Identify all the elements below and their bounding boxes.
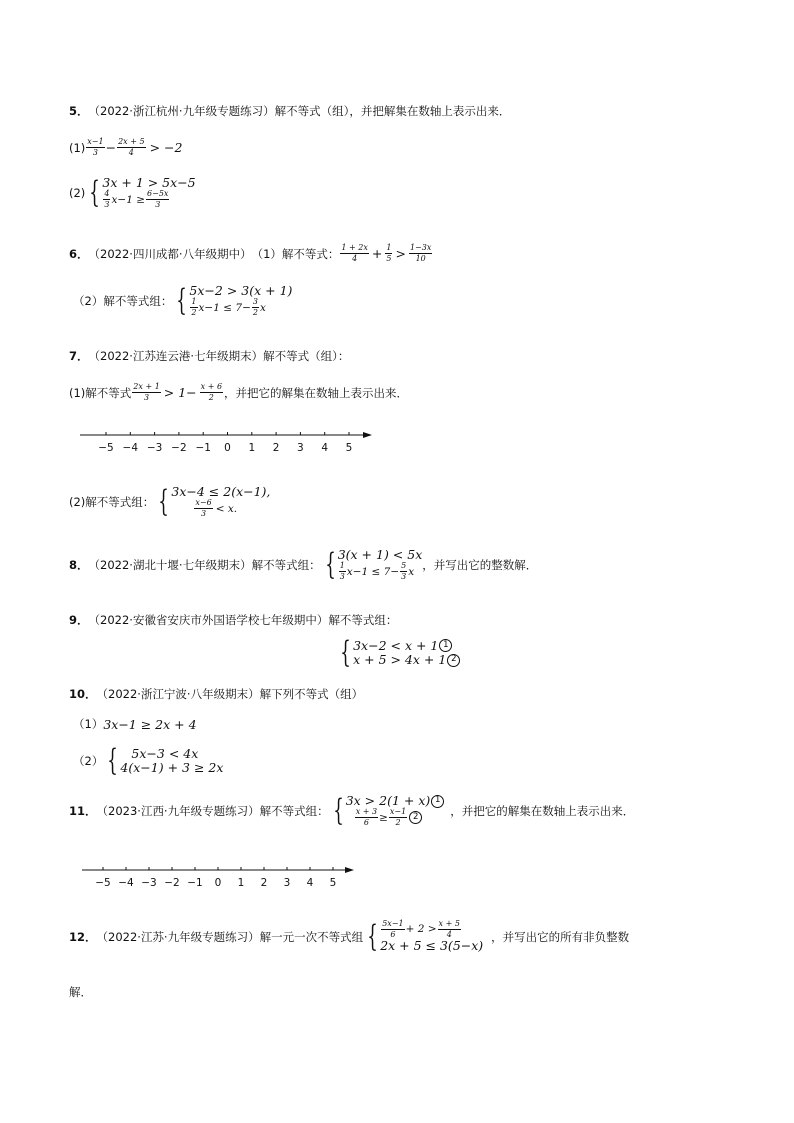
- tick-label: 0: [224, 442, 231, 454]
- inequality: 3x−1 ≥ 2x + 4: [103, 716, 197, 732]
- system-row-2: [338, 562, 423, 581]
- system-row-2: [102, 190, 195, 209]
- q5-part2: [69, 176, 196, 209]
- tick-label: 4: [321, 442, 329, 454]
- inequality: [85, 138, 182, 157]
- question-number: 8．: [69, 557, 89, 572]
- denominator: 5: [386, 254, 392, 263]
- numerator: x + 5: [438, 919, 460, 928]
- expr: x−1 ≥: [111, 193, 146, 206]
- numerator: 2x + 1: [133, 382, 160, 391]
- expr: 3x−2 < x + 1: [353, 637, 439, 653]
- numerator: x + 6: [200, 382, 223, 391]
- denominator: 3: [339, 572, 345, 582]
- inequality: [131, 383, 224, 402]
- tick-label: −3: [141, 877, 157, 889]
- numerator: 5x−1: [382, 919, 404, 928]
- denominator: 4: [352, 254, 358, 263]
- part-label: （1）: [73, 717, 104, 731]
- question-text: 解不等式（组），并把解集在数轴上表示出来．: [274, 104, 511, 118]
- q8-stem: [69, 548, 537, 581]
- system-row-2: [346, 808, 445, 827]
- q10-part1: [73, 716, 197, 732]
- brace: {: [158, 483, 170, 519]
- q6-stem: [69, 244, 433, 263]
- fraction: [117, 138, 145, 157]
- q10-stem: [69, 686, 363, 702]
- system-row-2: 4(x−1) + 3 ≥ 2x: [120, 760, 224, 775]
- inequality-system: [85, 176, 195, 209]
- question-text: (2)解不等式组：: [69, 494, 155, 509]
- number-line: [80, 861, 370, 891]
- numerator: 6−5x: [147, 189, 169, 199]
- tick-label: 1: [248, 442, 256, 454]
- expr: x−1 ≤ 7−: [198, 301, 251, 314]
- denominator: 6: [390, 930, 396, 939]
- system-row-2: [171, 499, 270, 518]
- numerator: 1: [386, 243, 392, 252]
- part-label: （2）: [73, 754, 104, 768]
- denominator: 3: [201, 509, 207, 519]
- tick-label: 3: [297, 442, 304, 454]
- tick-label: 5: [345, 442, 353, 454]
- system-row-1: [380, 920, 483, 939]
- expr: x: [259, 301, 266, 314]
- brace: {: [332, 792, 344, 828]
- system-row-2: 2x + 5 ≤ 3(5−x): [380, 938, 484, 953]
- question-number: 6．: [69, 246, 89, 261]
- part-label: (2): [69, 185, 86, 200]
- expr: x−1 ≤ 7−: [346, 565, 400, 578]
- operator: >: [395, 246, 406, 261]
- system-row-1: 5x−3 < 4x: [131, 745, 199, 761]
- system-row-1: 3x + 1 > 5x−5: [102, 175, 196, 190]
- denominator: 4: [446, 930, 452, 939]
- tick-label: −2: [171, 442, 187, 454]
- question-text: 解不等式组：: [328, 613, 398, 627]
- q7-part1: [69, 383, 408, 402]
- expr: x: [408, 565, 415, 578]
- operator: +: [371, 246, 383, 261]
- question-source: （2022·浙江宁波·八年级期末）: [96, 687, 260, 701]
- system-row-1: 3(x + 1) < 5x: [337, 547, 423, 562]
- question-number: 11．: [69, 803, 97, 818]
- numerator: x−1: [87, 137, 104, 146]
- inequality-system: [321, 548, 423, 581]
- inequality-system: [363, 920, 483, 953]
- numerator: 1−3x: [409, 243, 432, 252]
- denominator: 3: [92, 148, 98, 157]
- question-text: ，并写出它的整数解．: [422, 557, 538, 572]
- inequality-system: [336, 635, 460, 670]
- q12-stem: [69, 920, 629, 953]
- question-text: ，并写出它的所有非负整数: [491, 929, 630, 944]
- question-source: （2022·江苏连云港·七年级期末）: [88, 349, 264, 363]
- question-text: 解．: [69, 985, 92, 999]
- brace: {: [367, 918, 378, 954]
- question-text: ，并把它的解集在数轴上表示出来．: [224, 385, 409, 400]
- tick-label: 0: [214, 877, 222, 889]
- q7-stem: [69, 348, 349, 364]
- q12-tail: [69, 984, 92, 1000]
- question-text: (1)解不等式: [69, 385, 132, 400]
- denominator: 3: [143, 393, 150, 402]
- q5-part1: [69, 138, 182, 157]
- circled-number: 1: [431, 795, 444, 808]
- question-number: 7．: [69, 349, 89, 363]
- numerator: x−6: [195, 498, 212, 508]
- numerator: 4: [104, 189, 110, 199]
- expr: < x.: [215, 502, 238, 515]
- tick-label: −5: [95, 877, 111, 889]
- expr: 3x > 2(1 + x): [345, 793, 431, 808]
- system-row-1: 3x−4 ≤ 2(x−1),: [171, 484, 271, 499]
- numerator: 1: [339, 561, 345, 571]
- tick-label: −2: [164, 877, 180, 889]
- numerator: 2x + 5: [118, 137, 145, 146]
- tick-label: −4: [122, 442, 139, 454]
- question-text: 解不等式（组）：: [263, 349, 350, 363]
- question-source: （2022·湖北十堰·七年级期末）: [88, 557, 252, 572]
- system-row-2: [189, 298, 292, 317]
- number-line: [78, 426, 388, 456]
- operator: −: [105, 140, 117, 155]
- numerator: 1: [191, 297, 197, 307]
- tick-label: 3: [283, 877, 291, 889]
- numerator: 5: [401, 561, 407, 571]
- question-number: 12．: [69, 929, 97, 944]
- tick-label: −5: [98, 442, 114, 454]
- q10-part2: [73, 743, 224, 778]
- system-row-2: [353, 653, 460, 667]
- circled-number: 2: [409, 811, 422, 824]
- q9-stem: [69, 612, 397, 628]
- expr: ≥: [379, 811, 388, 824]
- denominator: 2: [252, 308, 258, 318]
- denominator: 2: [191, 308, 197, 318]
- rhs: > −2: [149, 140, 183, 155]
- expr: > 1−: [163, 385, 197, 400]
- q7-part2: [69, 485, 270, 518]
- tick-label: 4: [306, 877, 314, 889]
- question-source: （2022·安徽省安庆市外国语学校七年级期中）: [88, 613, 329, 627]
- denominator: 3: [401, 572, 407, 582]
- inequality-system: [172, 284, 292, 317]
- q5-stem: [69, 103, 510, 119]
- denominator: 6: [363, 818, 369, 828]
- question-text: ，并把它的解集在数轴上表示出来．: [450, 803, 635, 818]
- inequality-system: [103, 743, 224, 778]
- tick-label: −3: [146, 442, 163, 454]
- question-text: 解不等式组：: [259, 803, 329, 818]
- circled-number: 1: [439, 639, 452, 652]
- q9-system: [336, 635, 460, 670]
- denominator: 2: [395, 818, 401, 828]
- question-number: 9．: [69, 613, 89, 627]
- circled-number: 2: [447, 654, 460, 667]
- question-source: （2022·江苏·九年级专题练习）: [96, 929, 260, 944]
- inequality-system: [154, 485, 270, 518]
- brace: {: [89, 174, 101, 210]
- brace: {: [107, 743, 119, 778]
- question-text: （2）解不等式组：: [73, 293, 173, 308]
- tick-label: −4: [118, 877, 134, 889]
- question-text: 解不等式组：: [251, 557, 321, 572]
- question-source: （2022·四川成都·八年级期中）: [88, 246, 252, 261]
- expr: x + 5 > 4x + 1: [353, 652, 447, 667]
- tick-label: −1: [195, 442, 211, 454]
- question-number: 10．: [69, 687, 97, 701]
- numerator: x−1: [389, 807, 407, 817]
- question-number: 5．: [69, 104, 89, 118]
- tick-label: 2: [272, 442, 280, 454]
- system-row-1: [353, 639, 460, 653]
- denominator: 3: [155, 200, 161, 210]
- denominator: 10: [415, 254, 426, 263]
- question-text: （1）解不等式：: [251, 246, 340, 261]
- numerator: 1 + 2x: [341, 243, 368, 252]
- brace: {: [176, 282, 188, 318]
- brace: {: [324, 546, 336, 582]
- question-source: （2023·江西·九年级专题练习）: [96, 803, 260, 818]
- tick-label: 2: [260, 877, 268, 889]
- denominator: 2: [208, 393, 214, 402]
- brace: {: [340, 635, 351, 670]
- question-text: 解下列不等式（组）: [259, 687, 364, 701]
- system-row-1: [346, 794, 445, 808]
- numerator: x + 3: [355, 807, 378, 817]
- system-row-1: 5x−2 > 3(x + 1): [189, 283, 293, 298]
- inequality: [339, 244, 433, 263]
- q11-stem: [69, 794, 634, 827]
- fraction: [86, 138, 104, 157]
- tick-label: −1: [187, 877, 203, 889]
- inequality-system: [329, 794, 445, 827]
- q6-part2: [73, 284, 292, 317]
- tick-label: 1: [237, 877, 245, 889]
- question-text: 解一元一次不等式组: [259, 929, 364, 944]
- denominator: 4: [128, 148, 134, 157]
- part-label: (1): [69, 140, 86, 155]
- numerator: 3: [252, 297, 258, 307]
- denominator: 3: [104, 200, 110, 210]
- tick-label: 5: [329, 877, 337, 889]
- expr: + 2 >: [405, 923, 437, 936]
- question-source: （2022·浙江杭州·九年级专题练习）: [88, 104, 275, 118]
